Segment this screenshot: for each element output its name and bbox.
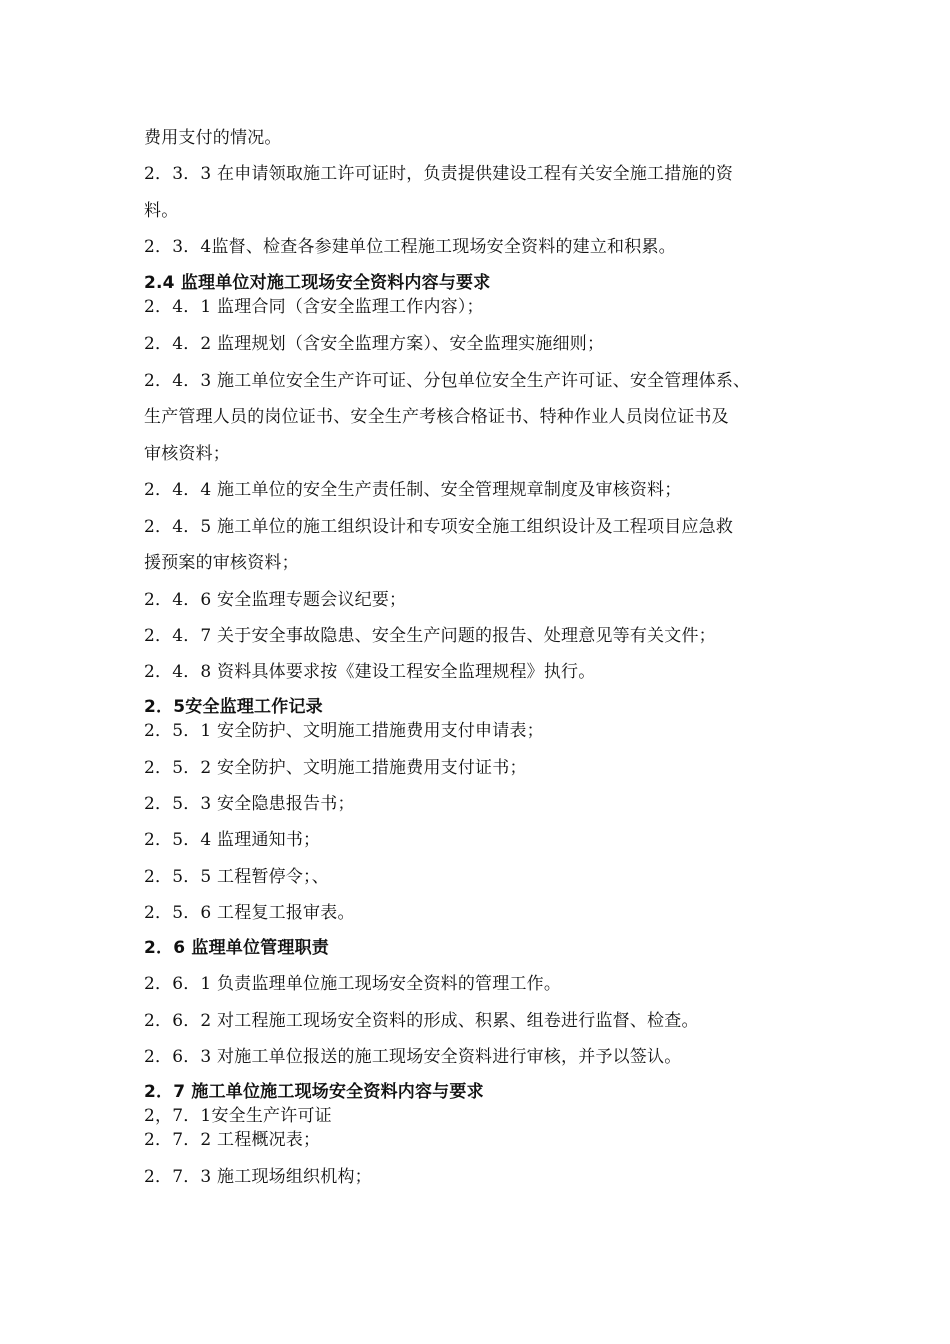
paragraph-line: 2．4．5 施工单位的施工组织设计和专项安全施工组织设计及工程项目应急救 bbox=[144, 517, 734, 537]
paragraph-line: 2．4．7 关于安全事故隐患、安全生产问题的报告、处理意见等有关文件； bbox=[144, 626, 716, 646]
section-heading: 2．7 施工单位施工现场安全资料内容与要求 bbox=[144, 1082, 484, 1102]
paragraph-line: 2．6．3 对施工单位报送的施工现场安全资料进行审核，并予以签认。 bbox=[144, 1047, 682, 1067]
paragraph-line: 2．4．8 资料具体要求按《建设工程安全监理规程》执行。 bbox=[144, 662, 596, 682]
section-heading: 2．5安全监理工作记录 bbox=[144, 697, 323, 717]
section-heading: 2．6 监理单位管理职责 bbox=[144, 938, 329, 958]
paragraph-line: 2．4．2 监理规划（含安全监理方案）、安全监理实施细则； bbox=[144, 334, 605, 354]
paragraph-line: 生产管理人员的岗位证书、安全生产考核合格证书、特种作业人员岗位证书及 bbox=[144, 407, 729, 427]
paragraph-line: 2．5．1 安全防护、文明施工措施费用支付申请表； bbox=[144, 721, 544, 741]
paragraph-line: 2．6．1 负责监理单位施工现场安全资料的管理工作。 bbox=[144, 974, 562, 994]
paragraph-line: 2．7．3 施工现场组织机构； bbox=[144, 1167, 372, 1187]
paragraph-line: 2．7．2 工程概况表； bbox=[144, 1130, 321, 1150]
paragraph-line: 2．4．4 施工单位的安全生产责任制、安全管理规章制度及审核资料； bbox=[144, 480, 682, 500]
section-heading: 2.4 监理单位对施工现场安全资料内容与要求 bbox=[144, 273, 491, 293]
paragraph-line: 2，7．1安全生产许可证 bbox=[144, 1106, 332, 1126]
paragraph-line: 援预案的审核资料； bbox=[144, 553, 299, 573]
paragraph-line: 2．3．3 在申请领取施工许可证时，负责提供建设工程有关安全施工措施的资 bbox=[144, 164, 734, 184]
paragraph-line: 审核资料； bbox=[144, 444, 230, 464]
paragraph-line: 2．3．4监督、检查各参建单位工程施工现场安全资料的建立和积累。 bbox=[144, 237, 676, 257]
paragraph-line: 2．4．6 安全监理专题会议纪要； bbox=[144, 590, 407, 610]
paragraph-line: 2．5．4 监理通知书； bbox=[144, 830, 321, 850]
paragraph-line: 料。 bbox=[144, 201, 179, 221]
paragraph-line: 2．5．6 工程复工报审表。 bbox=[144, 903, 355, 923]
paragraph-line: 2．6．2 对工程施工现场安全资料的形成、积累、组卷进行监督、检查。 bbox=[144, 1011, 699, 1031]
paragraph-line: 2．5．2 安全防护、文明施工措施费用支付证书； bbox=[144, 758, 527, 778]
paragraph-line: 2．4．3 施工单位安全生产许可证、分包单位安全生产许可证、安全管理体系、 bbox=[144, 371, 751, 391]
paragraph-line: 2．4．1 监理合同（含安全监理工作内容）； bbox=[144, 297, 484, 317]
paragraph-line: 费用支付的情况。 bbox=[144, 128, 282, 148]
paragraph-line: 2．5．5 工程暂停令；、 bbox=[144, 867, 329, 887]
paragraph-line: 2．5．3 安全隐患报告书； bbox=[144, 794, 355, 814]
